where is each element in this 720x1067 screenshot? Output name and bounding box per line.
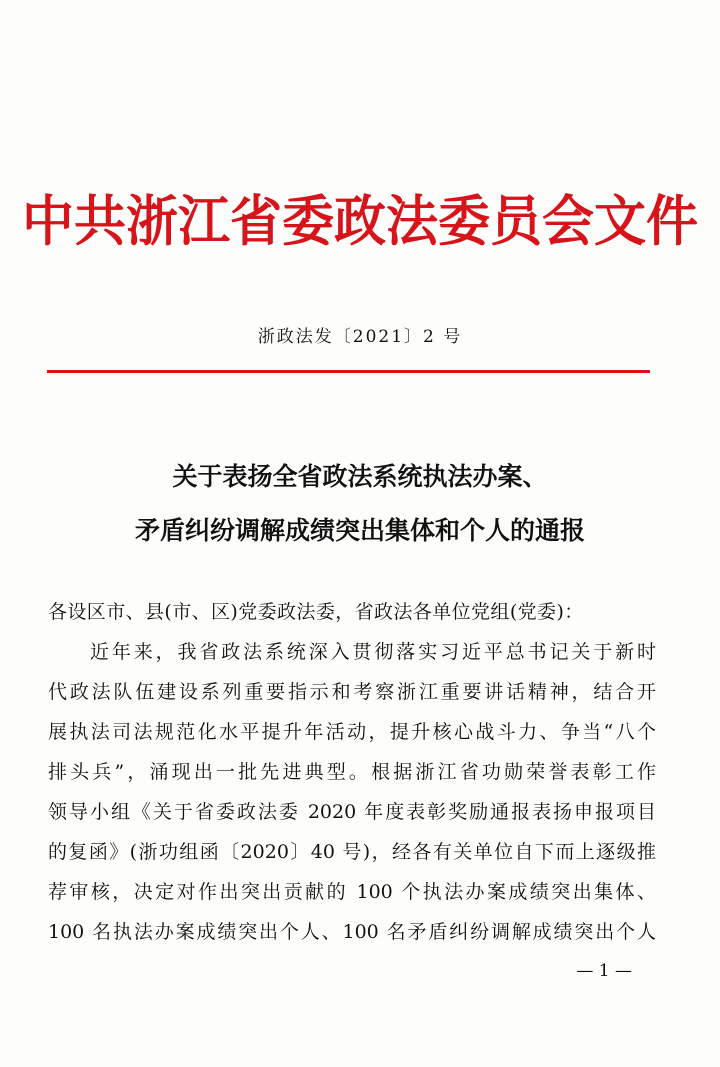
body-line: 展执法司法规范化水平提升年活动，提升核心战斗力、争当“八个 xyxy=(48,721,656,743)
body-line: 的复函》(浙功组函〔2020〕40 号)，经各有关单位自下而上逐级推 xyxy=(48,841,656,863)
document-masthead: 中共浙江省委政法委员会文件 xyxy=(21,190,698,254)
body-line: 代政法队伍建设系列重要指示和考察浙江重要讲话精神，结合开 xyxy=(48,681,656,703)
title-line-1: 关于表扬全省政法系统执法办案、 xyxy=(172,462,548,491)
document-number: 浙政法发〔2021〕2 号 xyxy=(257,327,463,347)
red-divider-rule xyxy=(47,370,650,373)
body-line: 近年来，我省政法系统深入贯彻落实习近平总书记关于新时 xyxy=(90,641,656,663)
body-line: 荐审核，决定对作出突出贡献的 100 个执法办案成绩突出集体、 xyxy=(48,881,656,903)
body-line: 100 名执法办案成绩突出个人、100 名矛盾纠纷调解成绩突出个人 xyxy=(48,921,656,943)
title-line-2: 矛盾纠纷调解成绩突出集体和个人的通报 xyxy=(134,516,585,545)
body-line: 领导小组《关于省委政法委 2020 年度表彰奖励通报表扬申报项目 xyxy=(48,801,656,823)
page-number: — 1 — xyxy=(576,961,632,981)
body-line: 排头兵”，涌现出一批先进典型。根据浙江省功勋荣誉表彰工作 xyxy=(48,761,656,783)
salutation: 各设区市、县(市、区)党委政法委，省政法各单位党组(党委)： xyxy=(48,601,584,623)
document-title xyxy=(0,450,720,558)
